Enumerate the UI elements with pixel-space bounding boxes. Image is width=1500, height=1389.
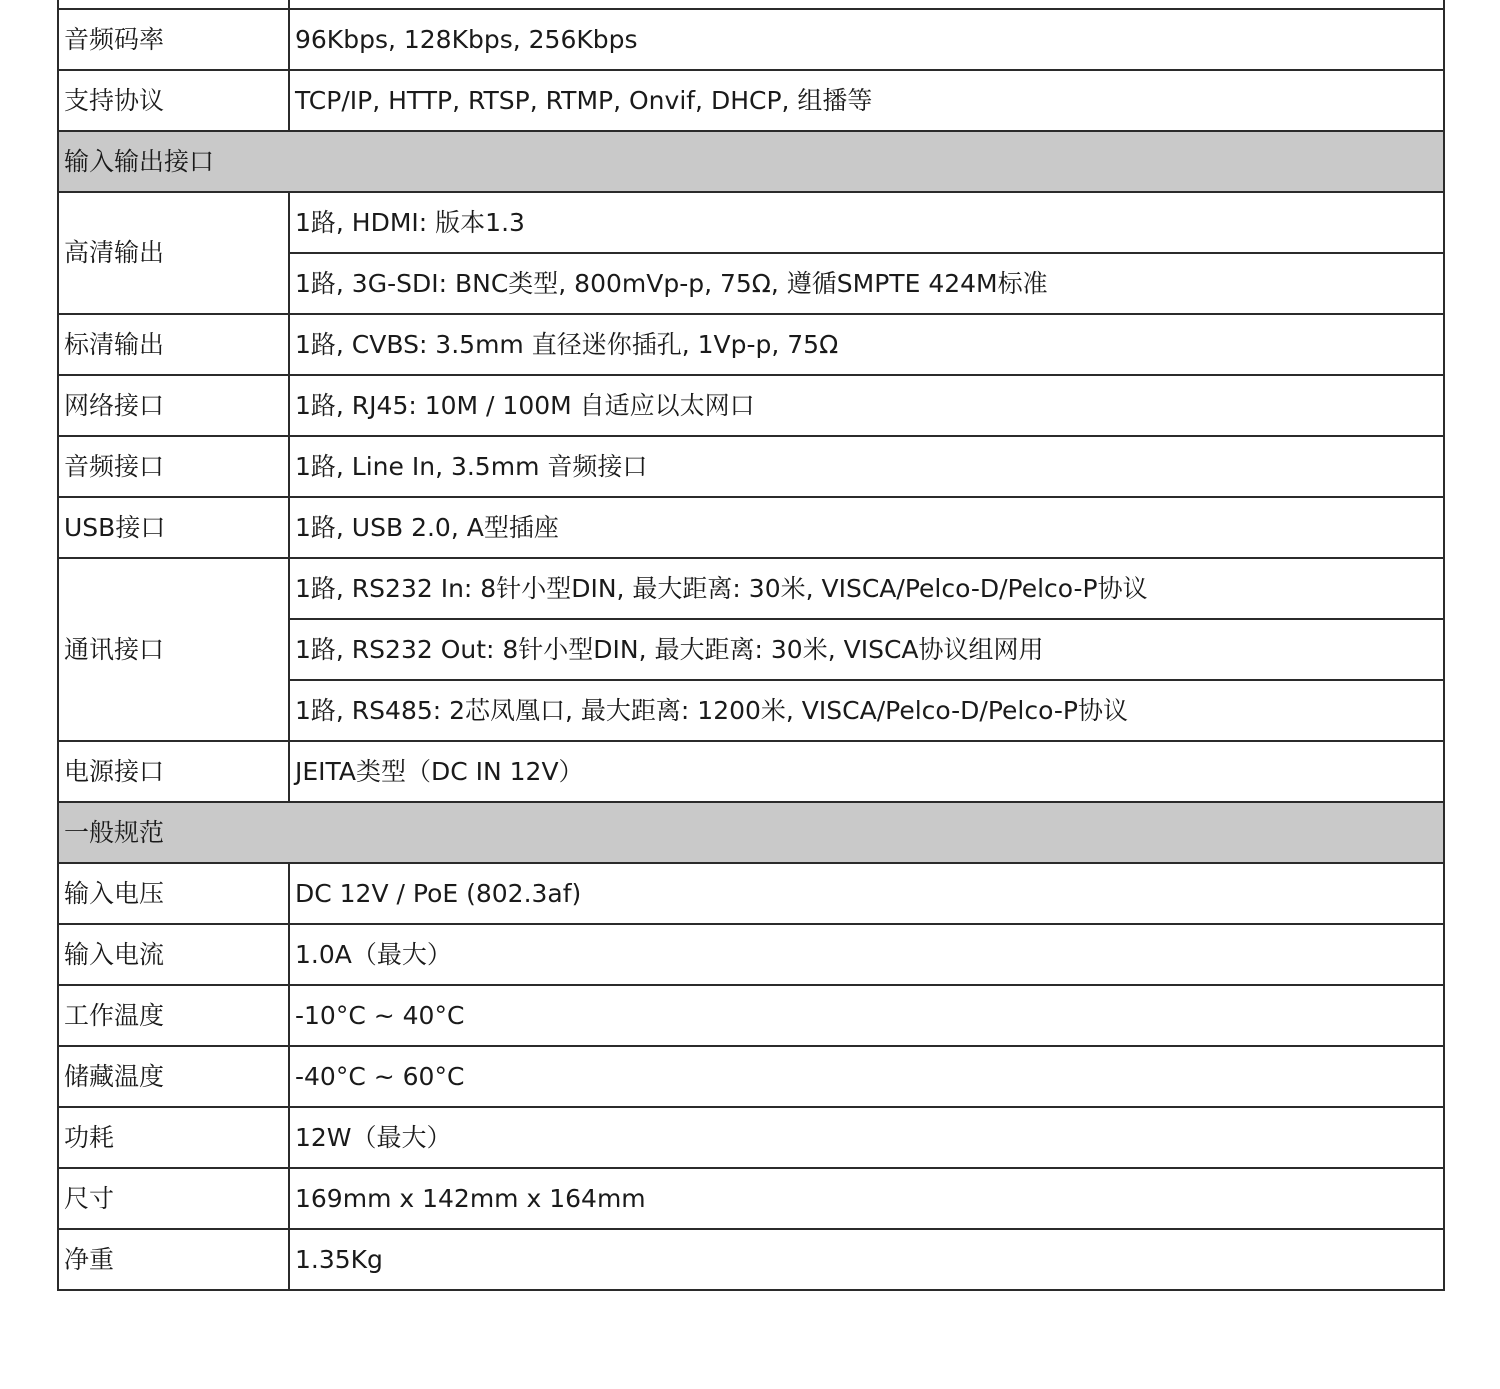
section-title: 输入输出接口 bbox=[58, 131, 1444, 192]
table-row bbox=[58, 192, 1444, 253]
table-row bbox=[58, 1107, 1444, 1168]
spec-label: 输入电压 bbox=[58, 863, 289, 924]
spec-label: 网络接口 bbox=[58, 375, 289, 436]
table-row bbox=[58, 436, 1444, 497]
spec-label bbox=[58, 0, 289, 9]
spec-label: 音频接口 bbox=[58, 436, 289, 497]
spec-label: 净重 bbox=[58, 1229, 289, 1290]
table-row bbox=[58, 985, 1444, 1046]
spec-label: 输入电流 bbox=[58, 924, 289, 985]
table-row bbox=[58, 924, 1444, 985]
spec-label: 功耗 bbox=[58, 1107, 289, 1168]
table-row bbox=[58, 375, 1444, 436]
spec-value: 12W（最大） bbox=[289, 1107, 1444, 1168]
table-row bbox=[58, 863, 1444, 924]
spec-value: JEITA类型（DC IN 12V） bbox=[289, 741, 1444, 802]
table-row bbox=[58, 741, 1444, 802]
section-header-row bbox=[58, 131, 1444, 192]
section-title: 一般规范 bbox=[58, 802, 1444, 863]
spec-label: 通讯接口 bbox=[58, 558, 289, 741]
spec-value: 1路, Line In, 3.5mm 音频接口 bbox=[289, 436, 1444, 497]
spec-value: 1.0A（最大） bbox=[289, 924, 1444, 985]
table-row bbox=[58, 497, 1444, 558]
spec-label: 电源接口 bbox=[58, 741, 289, 802]
spec-value: 1路, CVBS: 3.5mm 直径迷你插孔, 1Vp-p, 75Ω bbox=[289, 314, 1444, 375]
spec-value: TCP/IP, HTTP, RTSP, RTMP, Onvif, DHCP, 组播等 bbox=[289, 70, 1444, 131]
spec-value: 1路, HDMI: 版本1.3 bbox=[289, 192, 1444, 253]
spec-table bbox=[57, 0, 1445, 1291]
spec-label: 支持协议 bbox=[58, 70, 289, 131]
table-row bbox=[58, 1229, 1444, 1290]
spec-value: 169mm x 142mm x 164mm bbox=[289, 1168, 1444, 1229]
spec-value: -40°C ~ 60°C bbox=[289, 1046, 1444, 1107]
spec-value: 1路, RJ45: 10M / 100M 自适应以太网口 bbox=[289, 375, 1444, 436]
spec-value: 96Kbps, 128Kbps, 256Kbps bbox=[289, 9, 1444, 70]
spec-value: 1路, USB 2.0, A型插座 bbox=[289, 497, 1444, 558]
spec-value: 1路, RS232 Out: 8针小型DIN, 最大距离: 30米, VISCA协议组网用 bbox=[289, 619, 1444, 680]
spec-value: 1路, RS232 In: 8针小型DIN, 最大距离: 30米, VISCA/Pelco-D/Pelco-P协议 bbox=[289, 558, 1444, 619]
table-row bbox=[58, 558, 1444, 619]
spec-value: 1路, 3G-SDI: BNC类型, 800mVp-p, 75Ω, 遵循SMPTE 424M标准 bbox=[289, 253, 1444, 314]
section-header-row bbox=[58, 802, 1444, 863]
spec-value: 1.35Kg bbox=[289, 1229, 1444, 1290]
table-row bbox=[58, 70, 1444, 131]
spec-label: 高清输出 bbox=[58, 192, 289, 314]
table-row bbox=[58, 1046, 1444, 1107]
table-row bbox=[58, 1168, 1444, 1229]
spec-label: 标清输出 bbox=[58, 314, 289, 375]
table-row bbox=[58, 314, 1444, 375]
spec-value: DC 12V / PoE (802.3af) bbox=[289, 863, 1444, 924]
spec-value: -10°C ~ 40°C bbox=[289, 985, 1444, 1046]
spec-value: 1路, RS485: 2芯凤凰口, 最大距离: 1200米, VISCA/Pelco-D/Pelco-P协议 bbox=[289, 680, 1444, 741]
spec-label: 储藏温度 bbox=[58, 1046, 289, 1107]
table-row bbox=[58, 9, 1444, 70]
spec-label: 音频码率 bbox=[58, 9, 289, 70]
spec-label: 尺寸 bbox=[58, 1168, 289, 1229]
table-row bbox=[58, 0, 1444, 9]
spec-label: 工作温度 bbox=[58, 985, 289, 1046]
spec-value bbox=[289, 0, 1444, 9]
spec-label: USB接口 bbox=[58, 497, 289, 558]
